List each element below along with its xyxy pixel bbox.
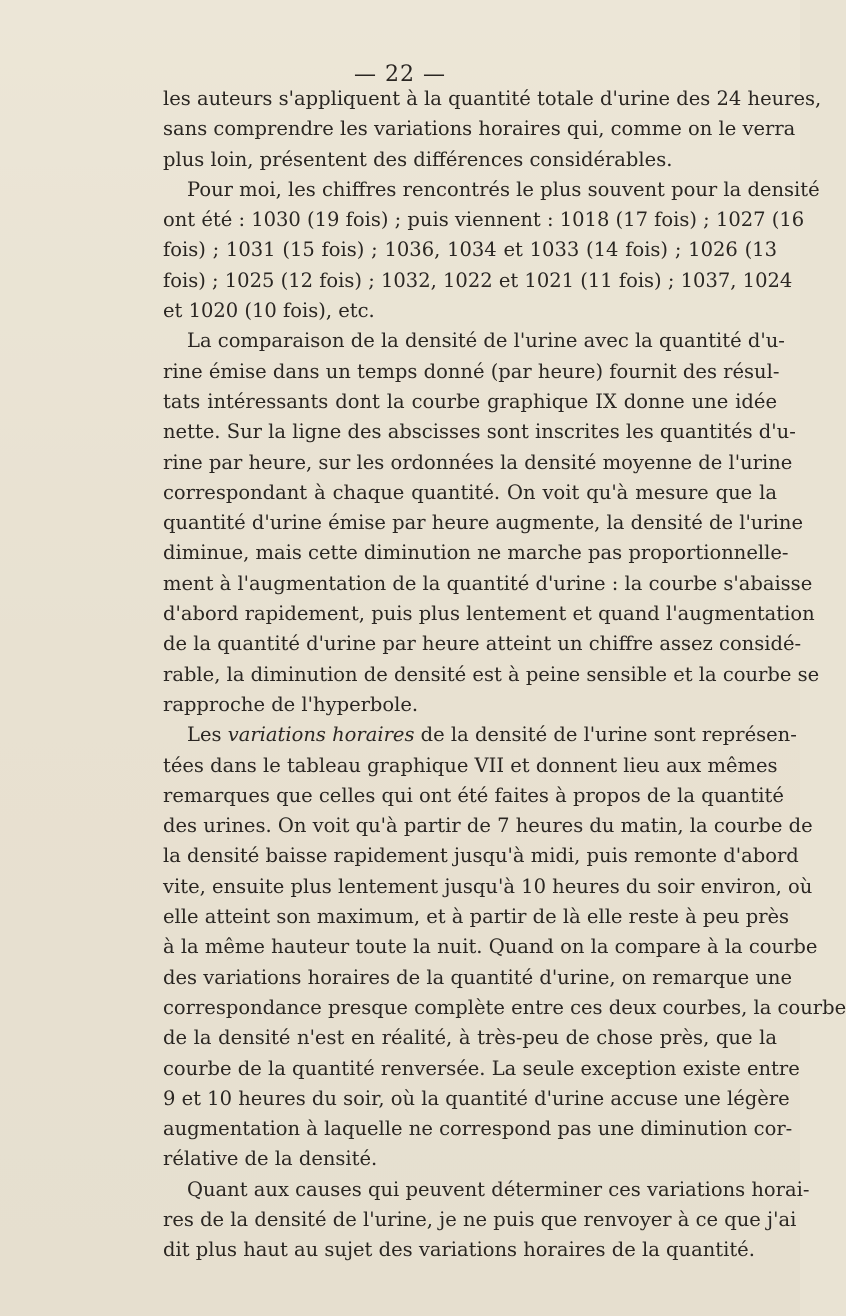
text-line: d'abord rapidement, puis plus lentement et quand l'augmentation	[163, 602, 815, 626]
text-line: la densité baisse rapidement jusqu'à midi, puis remonte d'abord	[163, 844, 799, 868]
text-line: ont été : 1030 (19 fois) ; puis viennent : 1018 (17 fois) ; 1027 (16	[163, 208, 805, 232]
text-line: rélative de la densité.	[163, 1147, 378, 1171]
text-line: correspondance presque complète entre ces deux courbes, la courbe	[163, 995, 846, 1019]
text-line: rable, la diminution de densité est à peine sensible et la courbe se	[163, 662, 820, 686]
page-number: — 22 —	[354, 62, 446, 87]
text-line: remarques que celles qui ont été faites à propos de la quantité	[163, 783, 784, 807]
text-line: elle atteint son maximum, et à partir de là elle reste à peu près	[163, 905, 790, 929]
text-line: fois) ; 1031 (15 fois) ; 1036, 1034 et 1033 (14 fois) ; 1026 (13	[163, 238, 777, 262]
text-line: 9 et 10 heures du soir, où la quantité d'urine accuse une légère	[163, 1086, 790, 1110]
text-line: quantité d'urine émise par heure augmente, la densité de l'urine	[163, 511, 804, 535]
text-line: rine par heure, sur les ordonnées la densité moyenne de l'urine	[163, 450, 793, 474]
text-line: rapproche de l'hyperbole.	[163, 692, 419, 716]
text-line: correspondant à chaque quantité. On voit qu'à mesure que la	[163, 480, 777, 504]
text-line: de la quantité d'urine par heure atteint un chiffre assez considé-	[163, 632, 802, 656]
italic-phrase: variations horaires	[227, 723, 415, 747]
text-line: dit plus haut au sujet des variations horaires de la quantité.	[163, 1238, 755, 1262]
text-line: nette. Sur la ligne des abscisses sont inscrites les quantités d'u-	[163, 420, 796, 444]
text-line: res de la densité de l'urine, je ne puis que renvoyer à ce que j'ai	[163, 1207, 797, 1231]
text-line: tats intéressants dont la courbe graphique IX donne une idée	[163, 389, 777, 413]
text-line: La comparaison de la densité de l'urine avec la quantité d'u-	[187, 329, 785, 353]
body-text	[163, 84, 846, 1266]
text-line: tées dans le tableau graphique VII et donnent lieu aux mêmes	[163, 753, 778, 777]
text-line: les auteurs s'appliquent à la quantité totale d'urine des 24 heures,	[163, 87, 822, 110]
text-line: augmentation à laquelle ne correspond pas une diminution cor-	[163, 1117, 793, 1141]
text-line: et 1020 (10 fois), etc.	[163, 299, 375, 323]
text-line: vite, ensuite plus lentement jusqu'à 10 heures du soir environ, où	[163, 874, 813, 898]
text-line: de la densité n'est en réalité, à très-peu de chose près, que la	[163, 1026, 777, 1050]
text-line: des urines. On voit qu'à partir de 7 heures du matin, la courbe de	[163, 814, 813, 838]
text-line: rine émise dans un temps donné (par heure) fournit des résul-	[163, 359, 780, 383]
text-line: à la même hauteur toute la nuit. Quand on la compare à la courbe	[163, 935, 818, 959]
text-line: fois) ; 1025 (12 fois) ; 1032, 1022 et 1021 (11 fois) ; 1037, 1024	[163, 268, 793, 292]
text-line: des variations horaires de la quantité d'urine, on remarque une	[163, 965, 793, 989]
text-line: Pour moi, les chiffres rencontrés le plus souvent pour la densité	[187, 177, 820, 201]
text-line: ment à l'augmentation de la quantité d'urine : la courbe s'abaisse	[163, 571, 813, 595]
text-line: diminue, mais cette diminution ne marche pas proportionnelle-	[163, 541, 789, 565]
text-line: sans comprendre les variations horaires qui, comme on le verra	[163, 117, 796, 141]
text-line: plus loin, présentent des différences considérables.	[163, 147, 673, 171]
text-line: courbe de la quantité renversée. La seule exception existe entre	[163, 1056, 800, 1080]
text-line: Quant aux causes qui peuvent déterminer ces variations horai-	[187, 1177, 810, 1201]
text-line: Les variations horaires de la densité de l'urine sont représen-	[187, 723, 797, 747]
